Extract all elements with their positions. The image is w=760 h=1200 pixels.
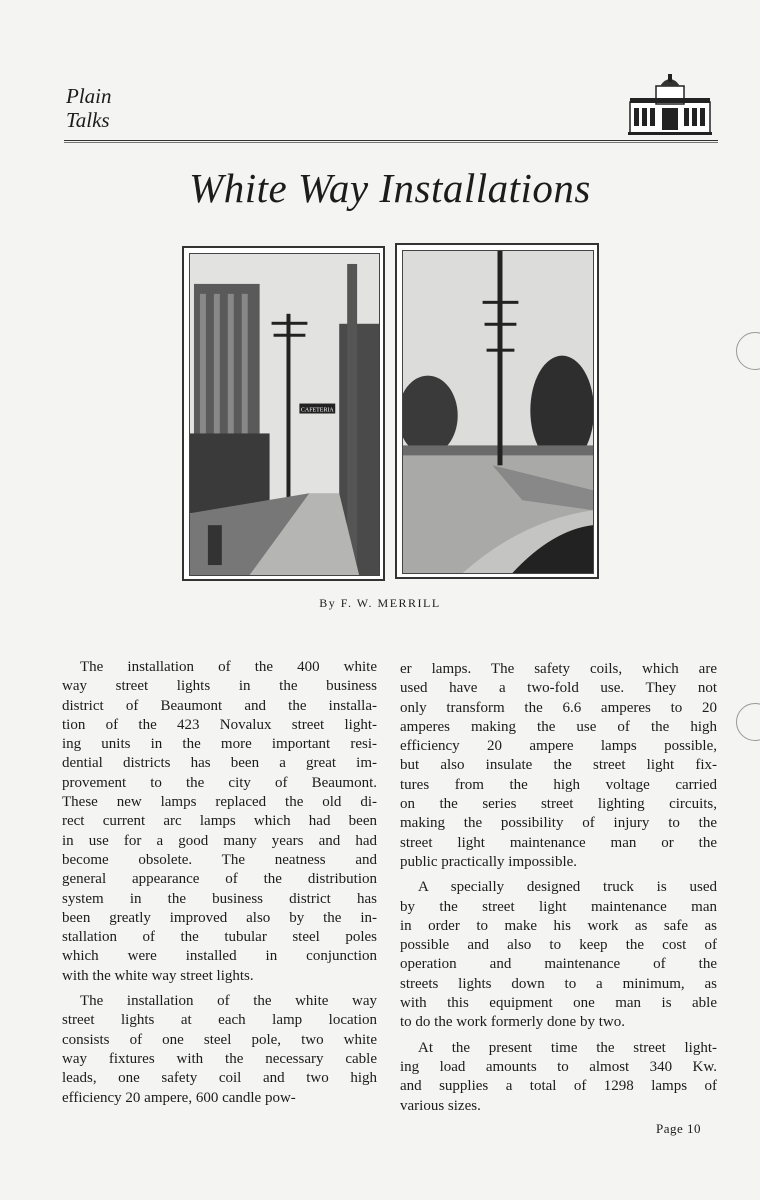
paragraph: [400, 660, 717, 872]
paragraph: [400, 1039, 717, 1116]
text-line: possible and also to keep the cost of: [400, 937, 717, 954]
text-line: various sizes.: [400, 1097, 481, 1114]
text-line: consists of one steel pole, two white: [62, 1031, 377, 1048]
text-line: with this equipment one man is able: [400, 995, 717, 1012]
text-line: dential districts has been a great im-: [62, 755, 377, 772]
paragraph: [62, 992, 377, 1108]
text-line: streets lights down to a minimum, as: [400, 975, 717, 992]
text-line: in use for a good many years and had: [62, 832, 377, 849]
byline: By F. W. MERRILL: [319, 596, 441, 610]
text-line: to do the work formerly done by two.: [400, 1014, 625, 1031]
text-line: provement to the city of Beaumont.: [62, 774, 377, 791]
binder-hole: [736, 703, 760, 741]
text-line: efficiency 20 ampere, 600 candle pow-: [62, 1089, 296, 1106]
text-line: become obsolete. The neatness and: [62, 851, 377, 868]
text-column-left: [62, 658, 377, 1114]
text-line: tures from the high voltage carried: [400, 776, 717, 793]
building-illustration: [628, 72, 712, 136]
text-line: tion of the 423 Novalux street light-: [62, 716, 377, 733]
text-line: The installation of the white way: [80, 993, 377, 1010]
paragraph: [62, 658, 377, 986]
header-rule: [64, 140, 718, 143]
page-number: Page 10: [656, 1121, 702, 1136]
text-line: At the present time the street light-: [418, 1039, 717, 1056]
text-line: The installation of the 400 white: [80, 659, 377, 675]
article-title: White Way Installations: [189, 165, 591, 211]
text-line: operation and maintenance of the: [400, 956, 717, 973]
text-line: street light maintenance man or the: [400, 834, 717, 851]
photo-residential-street: [395, 243, 599, 579]
text-line: way fixtures with the necessary cable: [62, 1050, 377, 1067]
text-line: in order to make his work as safe as: [400, 917, 717, 934]
text-line: er lamps. The safety coils, which are: [400, 661, 717, 677]
cafeteria-sign: CAFETERIA: [300, 407, 334, 414]
text-line: public practically impossible.: [400, 853, 578, 870]
text-line: A specially designed truck is used: [418, 879, 717, 896]
text-line: street lights at each lamp location: [62, 1012, 377, 1029]
text-line: and supplies a total of 1298 lamps of: [400, 1078, 717, 1095]
text-line: system in the business district has: [62, 890, 377, 907]
text-line: ing load amounts to almost 340 Kw.: [400, 1058, 717, 1075]
text-line: with the white way street lights.: [62, 967, 254, 984]
plain-talks-logo: Plain Talks: [66, 84, 112, 132]
binder-hole: [736, 332, 760, 370]
text-line: stallation of the tubular steel poles: [62, 929, 377, 946]
text-line: ing units in the more important resi-: [62, 736, 377, 753]
text-line: way street lights in the business: [62, 678, 377, 695]
text-line: which were installed in conjunction: [62, 948, 377, 965]
text-line: leads, one safety coil and two high: [62, 1070, 377, 1087]
text-line: amperes making the use of the high: [400, 718, 717, 735]
text-column-right: [400, 660, 717, 1122]
text-line: by the street light maintenance man: [400, 898, 717, 915]
paragraph: [400, 878, 717, 1032]
text-line: used have a two-fold use. They not: [400, 680, 717, 697]
text-line: These new lamps replaced the old di-: [62, 794, 377, 811]
photo-business-district: [182, 246, 385, 581]
text-line: only transform the 6.6 amperes to 20: [400, 699, 717, 716]
text-line: but also insulate the street light fix-: [400, 757, 717, 774]
text-line: rect current arc lamps which had been: [62, 813, 377, 830]
text-line: general appearance of the distribution: [62, 871, 377, 888]
text-line: been greatly improved also by the in-: [62, 909, 377, 926]
text-line: on the series street lighting circuits,: [400, 796, 717, 813]
text-line: district of Beaumont and the installa-: [62, 697, 377, 714]
text-line: efficiency 20 ampere lamps possible,: [400, 738, 717, 755]
text-line: making the possibility of injury to the: [400, 815, 717, 832]
